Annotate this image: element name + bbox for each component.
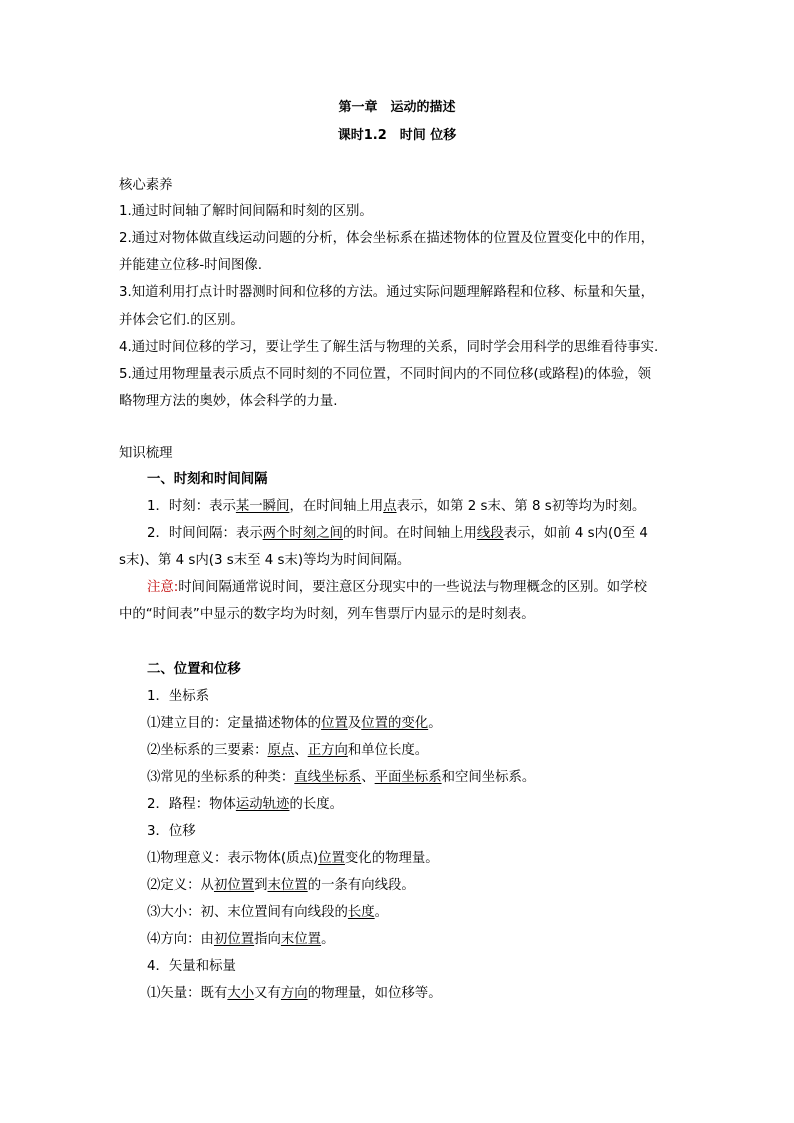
core-item-1: 1.通过时间轴了解时间间隔和时刻的区别。 — [119, 204, 373, 219]
displacement-heading: 3．位移 — [147, 824, 196, 839]
section-2-heading: 二、位置和位移 — [147, 662, 241, 677]
interval-paragraph-cont: s末)、第 4 s内(3 s末至 4 s末)等均为时间间隔。 — [119, 553, 411, 568]
core-item-3-cont: 并体会它们.的区别。 — [119, 313, 244, 328]
note-paragraph: 注意:时间间隔通常说时间，要注意区分现实中的一些说法与物理概念的区别。如学校 — [147, 580, 647, 595]
core-item-5: 5.通过用物理量表示质点不同时刻的不同位置，不同时间内的不同位移(或路程)的体验，领 — [119, 367, 652, 382]
coord-elements: ⑵坐标系的三要素：原点、正方向和单位长度。 — [147, 743, 429, 758]
core-heading: 核心素养 — [119, 178, 173, 193]
lesson-title: 课时1.2 时间 位移 — [337, 128, 457, 143]
coord-system-heading: 1．坐标系 — [147, 689, 210, 704]
core-item-5-cont: 略物理方法的奥妙，体会科学的力量. — [119, 394, 338, 409]
core-item-2-cont: 并能建立位移-时间图像. — [119, 258, 262, 273]
path-length: 2．路程：物体运动轨迹的长度。 — [147, 797, 343, 812]
core-item-3: 3.知道利用打点计时器测时间和位移的方法。通过实际问题理解路程和位移、标量和矢量， — [119, 285, 655, 300]
interval-paragraph: 2．时间间隔：表示两个时刻之间的时间。在时间轴上用线段表示，如前 4 s内(0至 4 — [147, 526, 648, 541]
coord-purpose: ⑴建立目的：定量描述物体的位置及位置的变化。 — [147, 716, 442, 731]
note-label: 注意: — [147, 580, 179, 595]
vector-scalar-heading: 4．矢量和标量 — [147, 959, 236, 974]
displacement-meaning: ⑴物理意义：表示物体(质点)位置变化的物理量。 — [147, 851, 439, 866]
displacement-direction: ⑷方向：由初位置指向末位置。 — [147, 932, 335, 947]
displacement-definition: ⑵定义：从初位置到末位置的一条有向线段。 — [147, 878, 415, 893]
core-item-2: 2.通过对物体做直线运动问题的分析，体会坐标系在描述物体的位置及位置变化中的作用， — [119, 231, 655, 246]
note-paragraph-cont: 中的“时间表”中显示的数字均为时刻，列车售票厅内显示的是时刻表。 — [119, 607, 535, 622]
knowledge-heading: 知识梳理 — [119, 446, 173, 461]
displacement-magnitude: ⑶大小：初、末位置间有向线段的长度。 — [147, 905, 389, 920]
coord-types: ⑶常见的坐标系的种类：直线坐标系、平面坐标系和空间坐标系。 — [147, 770, 536, 785]
section-1-heading: 一、时刻和时间间隔 — [147, 472, 268, 487]
moment-paragraph: 1．时刻：表示某一瞬间，在时间轴上用点表示，如第 2 s末、第 8 s初等均为时刻。 — [147, 499, 646, 514]
vector-definition: ⑴矢量：既有大小又有方向的物理量，如位移等。 — [147, 986, 442, 1001]
core-item-4: 4.通过时间位移的学习，要让学生了解生活与物理的关系，同时学会用科学的思维看待事实. — [119, 340, 659, 355]
chapter-title: 第一章 运动的描述 — [338, 100, 456, 115]
